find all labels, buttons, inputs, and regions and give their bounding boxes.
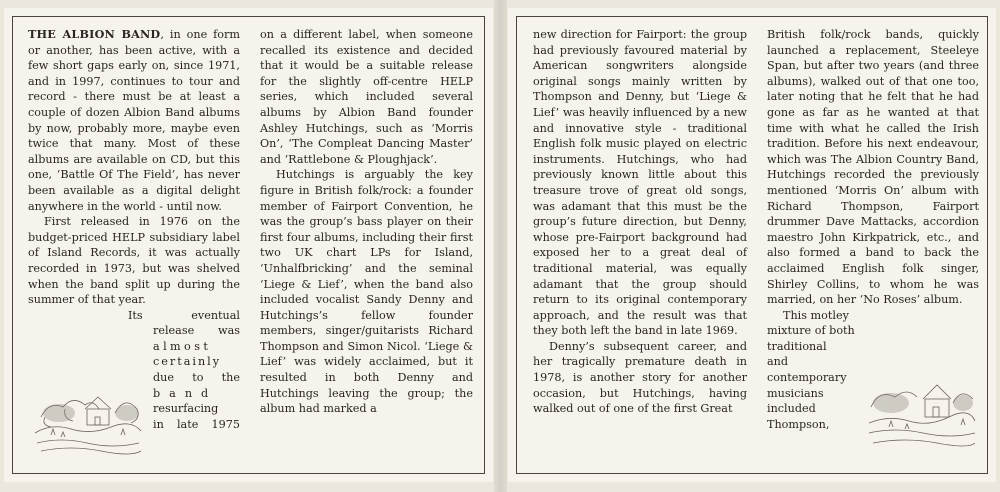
- right-col2-paragraph-1: British folk/rock bands, quickly launched a replacement, Steeleye Span, but after two years (and three albums), walked out of that one too, later noting that he felt that he had gone as far as he wanted at that time with what he called the Irish tradition. Before his next endeavour, which was The Albion Country Band, Hutchings recorded the previously mentioned ‘Morris On’ album with Richard Thompson, Fairport drummer Dave Mattacks, accordion maestro John Kirkpatrick, etc., and also formed a band to back the acclaimed English folk singer, Shirley Collins, to whom he was married, on her ‘No Roses’ album.: [767, 28, 979, 307]
- left-col2-paragraph-2: Hutchings is arguably the key figure in British folk/rock: a founder member of Fairport Convention, he was the group’s bass player on their first four albums, including their first two UK chart LPs for Island, ‘Unhalfbricking’ and the seminal ‘Liege & Lief’, when the band also included vocalist Sandy Denny and Hutchings’s fellow founder members, singer/guitarists Richard Thompson and Simon Nicol. ‘Liege & Lief’ was widely acclaimed, but it resulted in both Denny and Hutchings leaving the group; the album had marked a: [260, 168, 473, 416]
- wrap-line: Thompson,: [767, 417, 830, 431]
- wrap-line: Its eventual: [128, 308, 240, 322]
- right-page: [508, 8, 996, 482]
- band-name-lead: THE ALBION BAND: [28, 27, 161, 41]
- wrap-line: and: [767, 355, 789, 369]
- wrap-line: due to the: [153, 371, 240, 385]
- book-gutter: [494, 0, 507, 492]
- wrap-line: This motley: [783, 308, 849, 322]
- village-sketch-icon: [31, 373, 143, 457]
- wrap-line: release was: [153, 324, 240, 338]
- left-page-column-1: [28, 27, 240, 432]
- wrap-line: resurfacing: [153, 402, 219, 416]
- right-col1-paragraph-1: new direction for Fairport: the group had previously favoured material by American songwriters alongside original songs mainly written by Thompson and Denny, but ‘Liege & Lief’ was heavily influenced by a new and innovative style - traditional English folk music played on electric instruments. Hutchings, who had previously known little about this treasure trove of great old songs, was adamant that this must be the group’s future direction, but Denny, whose pre-Fairport background had exposed her to a great deal of traditional material, was equally adamant that the group should return to its original contemporary approach, and the result was that they both left the band in late 1969.: [533, 28, 747, 338]
- right-page-column-1: [533, 27, 747, 417]
- wrap-line: included: [767, 402, 816, 416]
- wrap-line: in late 1975: [153, 417, 240, 431]
- wrap-line: mixture of both: [767, 324, 855, 338]
- wrap-line: almost: [153, 339, 212, 353]
- village-sketch-icon: [865, 365, 977, 449]
- wrap-line: musicians: [767, 386, 824, 400]
- pastoral-illustration-left: [31, 373, 143, 457]
- right-col1-paragraph-2: Denny’s subsequent career, and her tragically premature death in 1978, is another story for another occasion, but Hutchings, having walked out of one of the first Great: [533, 339, 747, 416]
- left-page: [4, 8, 493, 482]
- pastoral-illustration-right: [865, 365, 977, 449]
- wrap-line: certainly: [153, 355, 222, 369]
- wrap-line: contemporary: [767, 371, 847, 385]
- left-page-frame: [12, 16, 485, 474]
- left-col1-paragraph-1: [28, 27, 240, 214]
- left-page-column-2: [260, 27, 473, 417]
- wrap-line: traditional: [767, 339, 827, 353]
- wrap-line: band: [153, 386, 218, 400]
- left-col1-paragraph-1-text: , in one form or another, has been active, with a few short gaps early on, since 1971, and in 1997, continues to tour and record - there must be at least a couple of dozen Albion Band albums by now, probably more, maybe even twice that many. Most of these albums are available on CD, but this one, ‘Battle Of The Field’, has never been available as a digital delight anywhere in the world - until now.: [28, 28, 240, 213]
- right-page-frame: [516, 16, 988, 474]
- left-col2-paragraph-1: on a different label, when someone recalled its existence and decided that it would be a suitable release for the slightly off-centre HELP series, which included several albums by Albion Band founder Ashley Hutchings, such as ‘Morris On’, ‘The Compleat Dancing Master’ and ‘Rattlebone & Ploughjack’.: [260, 28, 473, 166]
- left-col1-paragraph-2: First released in 1976 on the budget-priced HELP subsidiary label of Island Records, it was actually recorded in 1973, but was shelved when the band split up during the summer of that year.: [28, 215, 240, 307]
